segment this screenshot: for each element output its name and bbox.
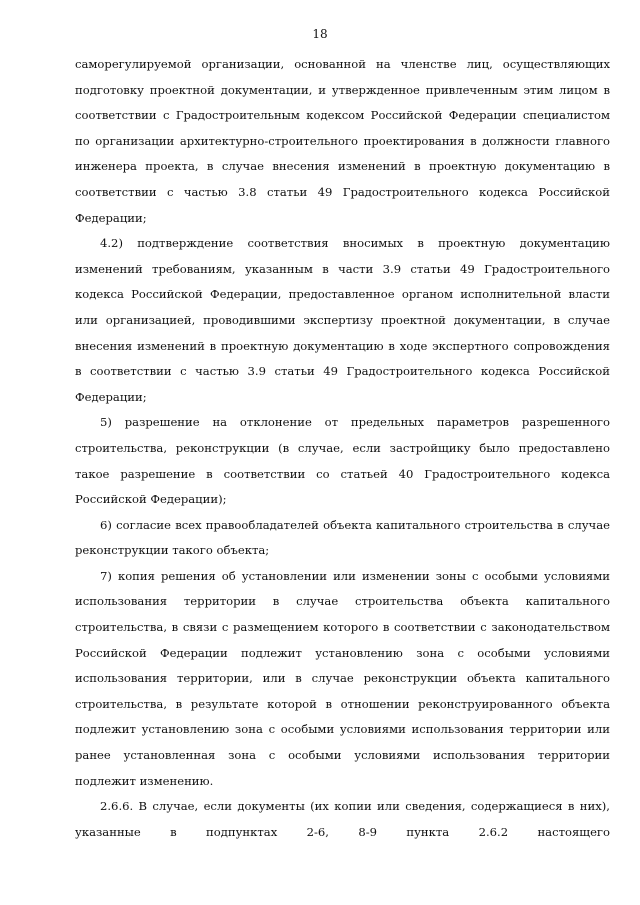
- paragraph-item-5: 5) разрешение на отклонение от предельных параметров разрешенного строительства, реконструкции (в случае, если застройщику было предоставлено такое разрешение в соответствии со статьей 40 Градостроительного кодекса Российской Федерации);: [75, 415, 610, 507]
- page-number: 18: [312, 27, 328, 41]
- paragraph-item-4-2: 4.2) подтверждение соответствия вносимых в проектную документацию изменений требованиям, указанным в части 3.9 статьи 49 Градостроительного кодекса Российской Федерации, предоставленное органом исполнительной власти или организацией, проводившими экспертизу проектной документации, в случае внесения изменений в проектную документацию в ходе экспертного сопровождения в соответствии с частью 3.9 статьи 49 Градостроительного кодекса Российской Федерации;: [75, 236, 610, 404]
- document-body: [75, 52, 610, 845]
- paragraph-continuation: саморегулируемой организации, основанной на членстве лиц, осуществляющих подготовку проектной документации, и утвержденное привлеченным этим лицом в соответствии с Градостроительным кодексом Российской Федерации специалистом по организации архитектурно-строительного проектирования в должности главного инженера проекта, в случае внесения изменений в проектную документацию в соответствии с частью 3.8 статьи 49 Градостроительного кодекса Российской Федерации;: [75, 57, 610, 225]
- paragraph-2-6-6: 2.6.6. В случае, если документы (их копии или сведения, содержащиеся в них), указанные в подпунктах 2-6, 8-9 пункта 2.6.2 настоящего: [75, 799, 610, 839]
- paragraph-item-7: 7) копия решения об установлении или изменении зоны с особыми условиями использования территории в случае строительства объекта капитального строительства, в связи с размещением которого в соответствии с законодательством Российской Федерации подлежит установлению зона с особыми условиями использования территории, или в случае реконструкции объекта капитального строительства, в результате которой в отношении реконструированного объекта подлежит установлению зона с особыми условиями использования территории или ранее установленная зона с особыми условиями использования территории подлежит изменению.: [75, 568, 610, 788]
- paragraph-item-6: 6) согласие всех правообладателей объекта капитального строительства в случае реконструкции такого объекта;: [75, 517, 610, 558]
